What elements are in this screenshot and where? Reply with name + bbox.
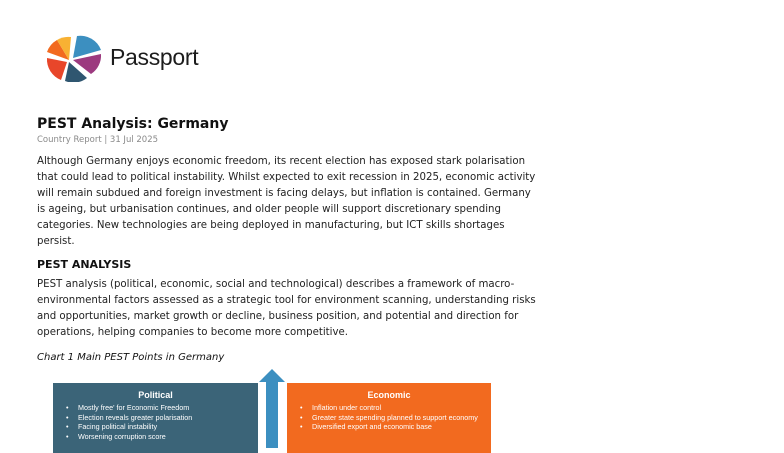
economic-box bbox=[287, 383, 491, 453]
political-point: • Worsening corruption score bbox=[78, 432, 258, 442]
political-point: • Mostly free' for Economic Freedom bbox=[78, 403, 258, 413]
political-box bbox=[53, 383, 258, 453]
report-meta: Country Report | 31 Jul 2025 bbox=[37, 135, 159, 145]
political-title: Political bbox=[138, 390, 173, 400]
report-summary: Although Germany enjoys economic freedom, its recent election has exposed stark polarisation that could lead to political instability. Whilst expected to exit recession in 2025, economic activity will remain subdued and foreign investment is facing delays, but inflation is contained. Germany is ageing, but urbanisation continues, and older people will support discretionary spending categories. New technologies are being deployed in manufacturing, but ICT skills shortages persist. bbox=[37, 156, 536, 247]
report-title: PEST Analysis: Germany bbox=[37, 116, 229, 132]
economic-title: Economic bbox=[367, 390, 411, 400]
economic-point: • Diversified export and economic base bbox=[312, 422, 491, 432]
section-body: PEST analysis (political, economic, social and technological) describes a framework of macro-environmental factors assessed as a strategic tool for environment scanning, understanding risks and opportunities, market growth or decline, business position, and potential and direction for operations, helping companies to become more competitive. bbox=[37, 279, 536, 338]
up-arrow-icon bbox=[258, 368, 286, 448]
political-point: • Election reveals greater polarisation bbox=[78, 413, 258, 423]
economic-list bbox=[287, 403, 491, 432]
economic-point: • Inflation under control bbox=[312, 403, 491, 413]
economic-point: • Greater state spending planned to support economy bbox=[312, 413, 491, 423]
chart-caption: Chart 1 Main PEST Points in Germany bbox=[37, 352, 225, 363]
passport-logo-icon bbox=[43, 34, 105, 82]
section-heading: PEST ANALYSIS bbox=[37, 258, 132, 271]
brand-name: Passport bbox=[110, 44, 199, 70]
political-list bbox=[53, 403, 258, 441]
political-point: • Facing political instability bbox=[78, 422, 258, 432]
